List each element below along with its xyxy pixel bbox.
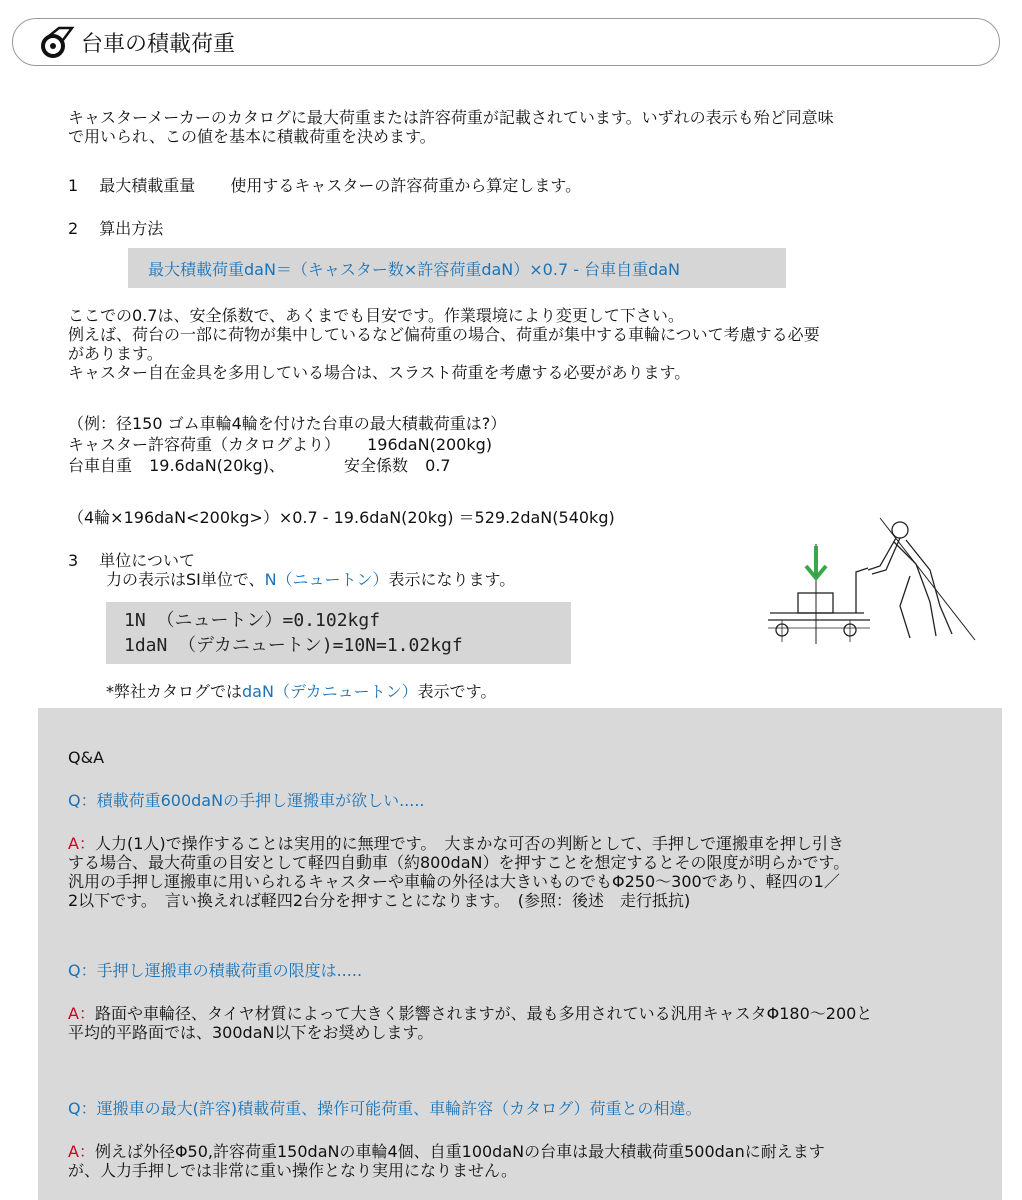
section-3-title: 単位について: [99, 551, 195, 570]
answer-1-text-1: 人力(1人)で操作することは実用的に無理です。 大まかな可否の判断として、手押しで運搬車を押し引き: [94, 834, 845, 853]
answer-1-line-2: する場合、最大荷重の目安として軽四自動車（約800daN）を押すことを想定するとその限度が明らかです。: [68, 853, 850, 872]
answer-3-line-2: が、人力手押しでは非常に重い操作となり実用になりません。: [68, 1161, 517, 1180]
intro-line-2: で用いられ、この値を基本に積載荷重を決めます。: [68, 127, 436, 146]
unit-line-2: 1daN （デカニュートン)=10N=1.02kgf: [124, 635, 463, 656]
section-3-desc-pre: 力の表示はSI単位で、: [106, 570, 265, 589]
section-1-number: 1: [68, 176, 79, 195]
note-line-3: があります。: [68, 344, 163, 363]
answer-2-mark: A：: [68, 1004, 95, 1023]
note-line-2: 例えば、荷台の一部に荷物が集中しているなど偏荷重の場合、荷重が集中する車輪について考慮する必要: [68, 325, 820, 344]
self-weight-label: 台車自重: [68, 456, 133, 475]
answer-1-line-4: 2以下です。 言い換えれば軽四2台分を押すことになります。 (参照：後述 走行抵抗): [68, 891, 691, 910]
formula-box: [128, 248, 786, 288]
safety-factor-value: 0.7: [425, 456, 451, 475]
example-allowable-load: [68, 435, 492, 454]
qa-panel: [38, 708, 1002, 1200]
question-3: Q：運搬車の最大(許容)積載荷重、操作可能荷重、車輪許容（カタログ）荷重との相違。: [68, 1099, 702, 1118]
unit-line-1: 1N （ニュートン）=0.102kgf: [124, 610, 381, 631]
section-3-desc: [106, 570, 515, 589]
section-2: [68, 219, 163, 238]
answer-3-line-1: [68, 1142, 825, 1161]
section-header: [12, 18, 1000, 66]
cart-pushing-figure: [760, 516, 980, 646]
answer-1-line-1: [68, 834, 844, 853]
formula-text: 最大積載荷重daN＝（キャスター数×許容荷重daN）×0.7 - 台車自重daN: [148, 259, 680, 279]
catalog-note: [106, 682, 496, 701]
question-1: Q：積載荷重600daNの手押し運搬車が欲しい.....: [68, 791, 425, 810]
example-calculation: （4輪×196daN<200kg>）×0.7 - 19.6daN(20kg) ＝529.2daN(540kg): [68, 508, 615, 527]
section-2-number: 2: [68, 219, 79, 238]
answer-3-text-1: 例えば外径Φ50,許容荷重150daNの車輪4個、自重100daNの台車は最大積載荷重500danに耐えます: [94, 1142, 825, 1161]
unit-box: [106, 602, 571, 664]
section-2-title: 算出方法: [99, 219, 164, 238]
section-3-number: 3: [68, 551, 79, 570]
answer-1-line-3: 汎用の手押し運搬車に用いられるキャスターや車輪の外径は大きいものでもΦ250〜300であり、軽四の1／: [68, 872, 840, 891]
answer-2-line-1: [68, 1004, 872, 1023]
example-self-weight: [68, 456, 451, 475]
allowable-load-value: 196daN(200kg): [367, 435, 493, 454]
catalog-note-pre: *弊社カタログでは: [106, 682, 243, 701]
answer-1-mark: A：: [68, 834, 95, 853]
question-2: Q：手押し運搬車の積載荷重の限度は.....: [68, 961, 363, 980]
example-heading: （例：径150 ゴム車輪4輪を付けた台車の最大積載荷重は?）: [68, 414, 507, 433]
caster-wheel-icon: [39, 24, 75, 60]
note-line-4: キャスター自在金具を多用している場合は、スラスト荷重を考慮する必要があります。: [68, 363, 691, 382]
self-weight-value: 19.6daN(20kg)、: [149, 456, 285, 475]
section-3: [68, 551, 195, 570]
catalog-note-post: 表示です。: [417, 682, 497, 701]
answer-3-mark: A：: [68, 1142, 95, 1161]
section-1: [68, 176, 581, 195]
note-line-1: ここでの0.7は、安全係数で、あくまでも目安です。作業環境により変更して下さい。: [68, 306, 684, 325]
answer-2-line-2: 平均的平路面では、300daN以下をお奨めします。: [68, 1023, 434, 1042]
section-3-desc-newton: N（ニュートン）: [264, 570, 389, 589]
section-3-desc-post: 表示になります。: [388, 570, 516, 589]
section-1-desc: 使用するキャスターの許容荷重から算定します。: [230, 176, 582, 195]
catalog-note-decanewton: daN（デカニュートン）: [242, 682, 418, 701]
intro-line-1: キャスターメーカーのカタログに最大荷重または許容荷重が記載されています。いずれの表示も殆ど同意味: [68, 108, 834, 127]
allowable-load-label: キャスター許容荷重（カタログより）: [68, 435, 341, 454]
safety-factor-label: 安全係数: [344, 456, 409, 475]
section-1-title: 最大積載重量: [99, 176, 196, 195]
qa-heading: Q&A: [68, 748, 105, 767]
answer-2-text-1: 路面や車輪径、タイヤ材質によって大きく影響されますが、最も多用されている汎用キャスタΦ180〜200と: [94, 1004, 873, 1023]
page-title: 台車の積載荷重: [81, 31, 236, 57]
